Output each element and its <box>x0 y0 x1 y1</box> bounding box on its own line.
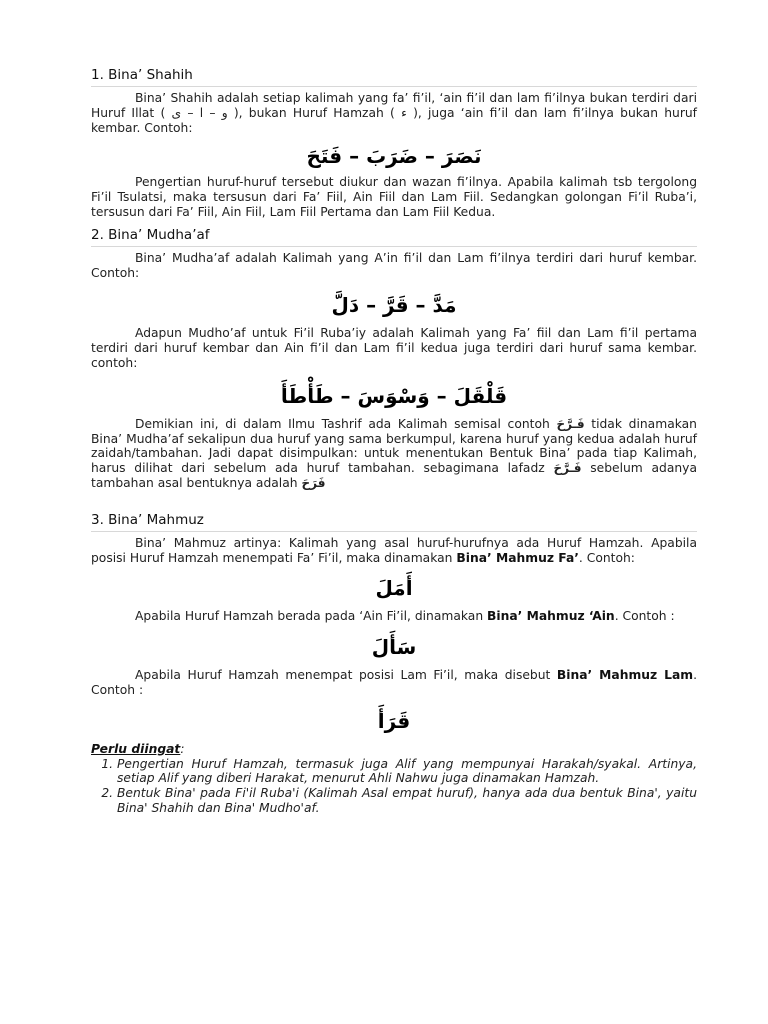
note-title-colon: : <box>180 741 185 756</box>
paragraph <box>91 251 697 281</box>
arabic-inline: فَـرَّحَ <box>556 416 585 431</box>
arabic-example: نَصَرَ – ضَرَبَ – فَتَحَ <box>306 144 482 169</box>
paragraph-text: Bina’ Mahmuz artinya: Kalimah yang asal huruf-hurufnya ada Huruf Hamzah. Apabila posisi Huruf Hamzah menempati Fa’ Fi’il, maka dinamakan <box>91 535 697 565</box>
paragraph-text: Demikian ini, di dalam Ilmu Tashrif ada Kalimah semisal contoh <box>135 416 550 431</box>
section-heading-bina-mahmuz: 3. Bina’ Mahmuz <box>91 511 697 532</box>
arabic-example: أَمَلَ <box>375 576 413 601</box>
paragraph-text: Apabila Huruf Hamzah menempat posisi Lam Fi’il, maka disebut <box>135 668 551 683</box>
bold-term: Bina’ Mahmuz ‘Ain <box>487 609 615 624</box>
paragraph <box>91 175 697 219</box>
arabic-example: قَلْقَلَ – وَسْوَسَ – طَأْطَأَ <box>280 383 508 408</box>
arabic-example: سَأَلَ <box>371 635 417 660</box>
paragraph <box>91 326 697 370</box>
paragraph <box>91 668 697 698</box>
note-title <box>91 742 697 757</box>
paragraph-text: sebelum adanya tambahan asal bentuknya adalah <box>91 461 697 490</box>
note-item: 2. Bentuk Bina' pada Fi'il Ruba'i (Kalimah Asal empat huruf), hanya ada dua bentuk Bina', yaitu Bina' Shahih dan Bina' Mudho'af. <box>117 786 697 816</box>
note-item: 1. Pengertian Huruf Hamzah, termasuk juga Alif yang mempunyai Harakah/syakal. Artinya, setiap Alif yang diberi Harakat, menurut Ahli Nahwu juga dinamakan Hamzah. <box>117 757 697 787</box>
paragraph <box>91 536 697 566</box>
paragraph-text: tidak dinamakan Bina’ Mudha’af sekalipun dua huruf yang sama berkumpul, karena huruf yang kedua adalah huruf zaidah/tambahan. Jadi dapat disimpulkan: untuk menentukan Bentuk Bina’ pada tiap Kalimah, harus dilihat dari sebelum ada huruf tambahan. sebagimana lafadz <box>91 416 697 476</box>
paragraph-text: . Contoh: <box>578 550 635 565</box>
section-heading-bina-shahih: 1. Bina’ Shahih <box>91 66 697 87</box>
note-title-text: Perlu diingat <box>91 741 181 756</box>
arabic-inline: فَرَحَ <box>301 475 326 490</box>
arabic-example: مَدَّ – قَرَّ – دَلَّ <box>331 293 457 318</box>
bold-term: Bina’ Mahmuz Fa’ <box>456 550 579 565</box>
paragraph-text: . Contoh : <box>91 668 697 697</box>
paragraph-text: . Contoh : <box>614 609 675 624</box>
arabic-example: قَرَأَ <box>377 708 411 733</box>
paragraph-text: Apabila Huruf Hamzah berada pada ‘Ain Fi’il, dinamakan <box>135 609 484 624</box>
arabic-inline: فَـرَّحَ <box>553 461 582 476</box>
note-list <box>91 757 697 816</box>
note-block <box>91 742 697 816</box>
paragraph <box>91 417 697 491</box>
paragraph-text: Adapun Mudho’af untuk Fi’il Ruba’iy adalah Kalimah yang Fa’ fiil dan Lam fi’il pertama terdiri dari huruf kembar dan Ain fi’il dan Lam fi’il kedua juga terdiri dari huruf sama kembar. contoh: <box>91 326 697 370</box>
document-content <box>91 66 697 816</box>
paragraph <box>91 609 697 624</box>
section-heading-bina-mudhaaf: 2. Bina’ Mudha’af <box>91 226 697 247</box>
paragraph-text: Pengertian huruf-huruf tersebut diukur dan wazan fi’ilnya. Apabila kalimah tsb tergolong Fi’il Tsulatsi, maka tersusun dari Fa’ Fiil, Ain Fiil dan Lam Fiil. Sedangkan golongan Fi’il Ruba’i, tersusun dari Fa’ Fiil, Ain Fiil, Lam Fiil Pertama dan Lam Fiil Kedua. <box>91 175 697 219</box>
paragraph-text: Bina’ Shahih adalah setiap kalimah yang fa’ fi’il, ‘ain fi’il dan lam fi’ilnya bukan terdiri dari Huruf Illat ( و – ا – ى ), bukan Huruf Hamzah ( ء ), juga ‘ain fi’il dan lam fi’ilnya bukan huruf kembar. Contoh: <box>91 91 697 135</box>
paragraph <box>91 91 697 135</box>
bold-term: Bina’ Mahmuz Lam <box>556 668 694 683</box>
paragraph-text: Bina’ Mudha’af adalah Kalimah yang A’in fi’il dan Lam fi’ilnya terdiri dari huruf kembar. Contoh: <box>91 250 697 280</box>
